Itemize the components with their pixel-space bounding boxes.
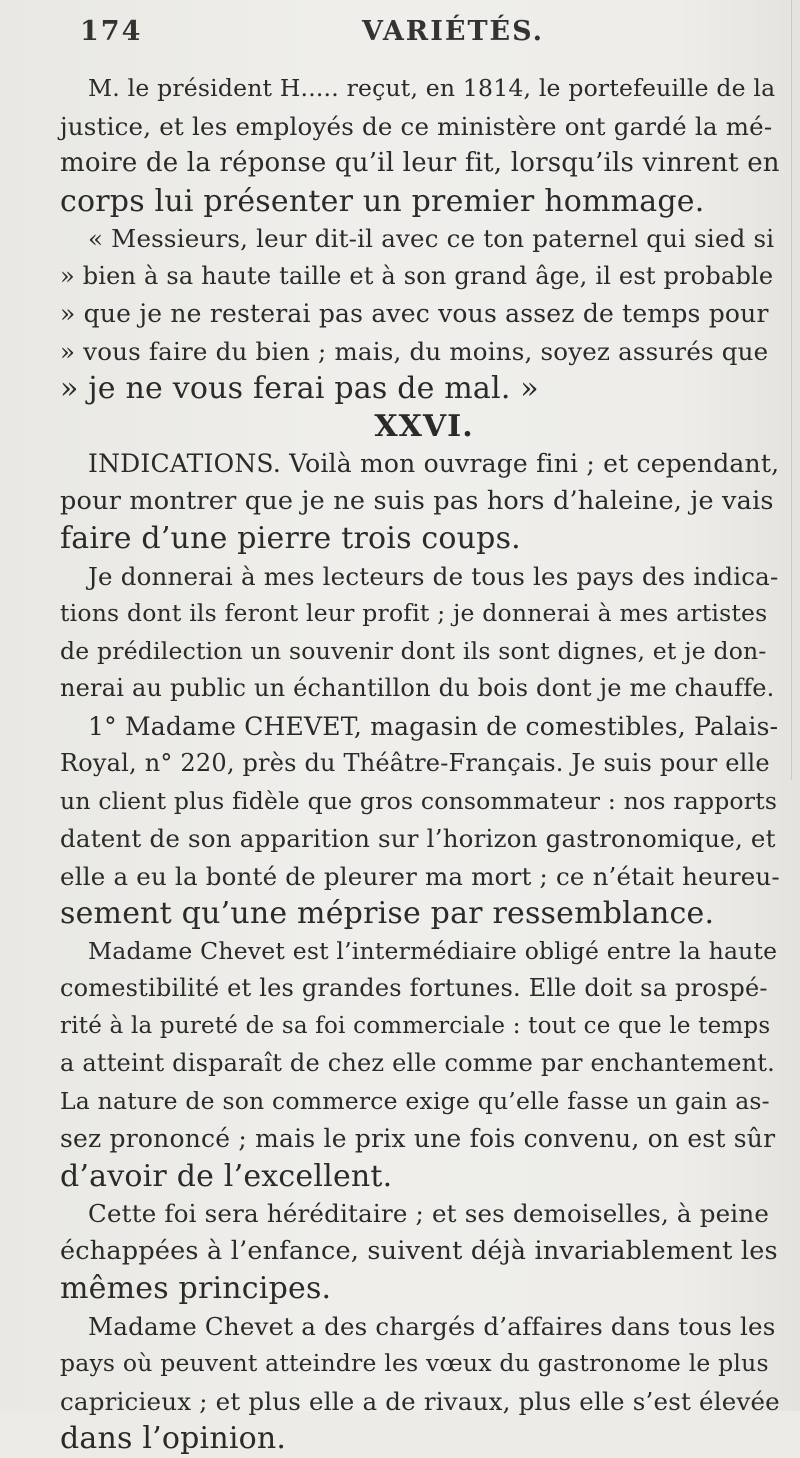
text-line: elle a eu la bonté de pleurer ma mort ; ce n’était heureu-: [60, 861, 780, 891]
text-line: » bien à sa haute taille et à son grand âge, il est probable: [60, 261, 774, 290]
text-line: échappées à l’enfance, suivent déjà invariablement les: [60, 1235, 778, 1266]
section-heading: XXVI.: [374, 408, 474, 444]
text-line: capricieux ; et plus elle a de rivaux, plus elle s’est élevée: [60, 1386, 780, 1416]
text-line: sement qu’une méprise par ressemblance.: [60, 896, 715, 931]
text-line: a atteint disparaît de chez elle comme par enchantement.: [60, 1049, 775, 1077]
text-line: INDICATIONS. Voilà mon ouvrage fini ; et cependant,: [88, 449, 780, 478]
text-line: datent de son apparition sur l’horizon gastronomique, et: [60, 824, 776, 853]
text-line: de prédilection un souvenir dont ils sont dignes, et je don-: [60, 636, 767, 665]
page-header: [80, 16, 780, 56]
text-line: pour montrer que je ne suis pas hors d’haleine, je vais: [60, 485, 774, 516]
text-line: Madame Chevet a des chargés d’affaires dans tous les: [88, 1311, 776, 1341]
text-line: M. le président H..... reçut, en 1814, le portefeuille de la: [88, 74, 776, 102]
text-line: » vous faire du bien ; mais, du moins, soyez assurés que: [60, 336, 769, 366]
body-text: [60, 70, 780, 1458]
text-line: » je ne vous ferai pas de mal. »: [60, 371, 539, 406]
text-line: un client plus fidèle que gros consommateur : nos rapports: [60, 786, 778, 815]
text-line: « Messieurs, leur dit-il avec ce ton paternel qui sied si: [88, 224, 775, 253]
text-line: dans l’opinion.: [60, 1421, 287, 1456]
page-number: 174: [80, 16, 143, 47]
text-line: nerai au public un échantillon du bois dont je me chauffe.: [60, 674, 775, 702]
text-line: pays où peuvent atteindre les vœux du gastronome le plus: [60, 1349, 769, 1377]
text-line: 1° Madame CHEVET, magasin de comestibles, Palais-: [88, 711, 779, 741]
page-edge: [791, 0, 792, 780]
text-line: » que je ne resterai pas avec vous assez de temps pour: [60, 299, 769, 328]
text-line: Je donnerai à mes lecteurs de tous les pays des indica-: [88, 561, 779, 591]
text-line: comestibilité et les grandes fortunes. Elle doit sa prospé-: [60, 974, 768, 1002]
text-line: rité à la pureté de sa foi commerciale : tout ce que le temps: [60, 1012, 771, 1039]
text-line: corps lui présenter un premier hommage.: [60, 183, 705, 219]
running-title: VARIÉTÉS.: [362, 16, 545, 47]
text-line: mêmes principes.: [60, 1271, 332, 1306]
text-line: La nature de son commerce exige qu’elle fasse un gain as-: [60, 1086, 770, 1115]
text-line: justice, et les employés de ce ministère ont gardé la mé-: [60, 111, 773, 141]
text-line: sez prononcé ; mais le prix une fois convenu, on est sûr: [60, 1124, 776, 1153]
text-line: Royal, n° 220, près du Théâtre-Français. Je suis pour elle: [60, 749, 770, 777]
text-line: tions dont ils feront leur profit ; je donnerai à mes artistes: [60, 599, 768, 627]
text-line: d’avoir de l’excellent.: [60, 1158, 393, 1194]
text-line: Madame Chevet est l’intermédiaire obligé entre la haute: [88, 936, 778, 965]
text-line: Cette foi sera héréditaire ; et ses demoiselles, à peine: [88, 1199, 770, 1228]
text-line: faire d’une pierre trois coups.: [60, 521, 521, 556]
text-line: moire de la réponse qu’il leur fit, lorsqu’ils vinrent en: [60, 148, 780, 178]
